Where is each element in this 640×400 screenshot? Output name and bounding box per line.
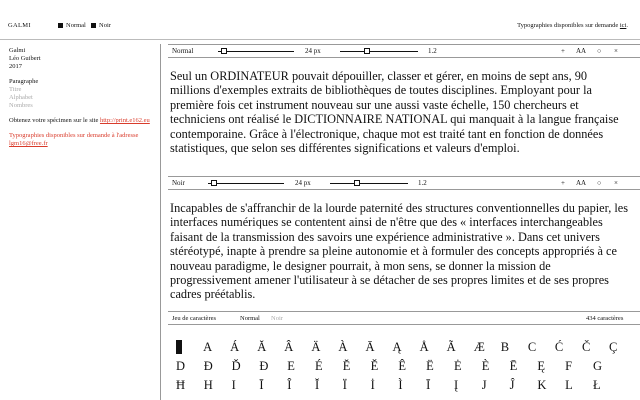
panel-2-sample-text[interactable]: Incapables de s'affranchir de la lourde paternité des structures conventionnelles du papier, les interfaces numériques se contentent ainsi de n'être que des « interfaces interchangeables faisant de la transmission des savoirs une expérience administrative ». Dans cet univers stéréotypé, inapte à prendre sa pleine autonomie et à formuler des concepts appropriés à ce nouveau paradigme, le designer pourrait, à mon sens, se donner la mission de progressivement amener l'utilisateur à se détacher de ses propres limites et de ses propres cadres préétablis. — [170, 201, 629, 302]
add-icon[interactable]: + — [561, 179, 565, 187]
glyph[interactable]: A — [203, 339, 213, 354]
nav-alphabet[interactable]: Alphabet — [9, 94, 33, 101]
glyph[interactable]: Ã — [446, 339, 456, 354]
glyph[interactable]: Î — [287, 377, 292, 392]
glyph[interactable]: Ć — [554, 339, 564, 354]
sidebar — [9, 47, 159, 148]
glyph[interactable]: Ė — [453, 358, 462, 373]
circle-icon[interactable]: ○ — [597, 47, 602, 55]
availability-link[interactable]: ici — [619, 22, 627, 29]
glyph[interactable]: Ě — [370, 358, 379, 373]
glyph[interactable]: Ä — [311, 339, 321, 354]
availability-end: . — [626, 22, 628, 29]
glyph[interactable]: Ì — [398, 377, 403, 392]
glyph[interactable]: Æ — [473, 339, 485, 354]
glyph[interactable]: L — [565, 377, 573, 392]
glyph[interactable]: Ħ — [176, 377, 186, 392]
availability-text: Typographies disponibles sur demande — [517, 22, 619, 29]
glyph[interactable]: Ç — [609, 339, 618, 354]
panel-1-leading-slider[interactable] — [340, 51, 418, 52]
request-email-link[interactable]: lgm16@free.fr — [9, 140, 48, 147]
font-author: Léo Guibert — [9, 55, 41, 62]
glyph[interactable]: Ē — [509, 358, 518, 373]
panel-1-size-slider[interactable] — [218, 51, 294, 52]
sidebar-divider — [160, 44, 161, 400]
glyph-grid — [176, 337, 636, 394]
glyph[interactable]: Ę — [537, 358, 545, 373]
panel-2-style-label[interactable]: Noir — [172, 179, 185, 187]
glyph[interactable]: I — [231, 377, 236, 392]
glyph[interactable]: È — [481, 358, 490, 373]
brand-name: GALMI — [8, 22, 31, 29]
panel-2-size-value: 24 px — [295, 179, 311, 187]
panel-1-size-slider-handle[interactable] — [221, 48, 227, 54]
glyph[interactable]: Ĵ — [509, 377, 515, 392]
font-family-name: Galmi — [9, 47, 26, 54]
glyph[interactable]: Â — [284, 339, 294, 354]
panel-1-style-label[interactable]: Normal — [172, 47, 194, 55]
square-icon — [58, 23, 63, 28]
availability-notice — [517, 22, 628, 29]
font-year: 2017 — [9, 63, 22, 70]
charset-count: 434 caractères — [586, 315, 624, 322]
style-noir-label: Noir — [99, 22, 111, 29]
nav-paragraphe[interactable]: Paragraphe — [9, 78, 39, 85]
glyph[interactable]: D — [176, 358, 186, 373]
add-icon[interactable]: + — [561, 47, 565, 55]
panel-1-leading-value: 1.2 — [428, 47, 437, 55]
glyph[interactable]: Ă — [257, 339, 267, 354]
glyph[interactable]: Đ — [259, 358, 269, 373]
panel-2-size-slider[interactable] — [208, 183, 284, 184]
specimen-notice — [9, 117, 159, 125]
glyph[interactable]: E — [287, 358, 295, 373]
charset-style-normal[interactable]: Normal — [240, 315, 260, 322]
glyph[interactable]: B — [500, 339, 510, 354]
style-normal-label: Normal — [66, 22, 86, 29]
glyph[interactable]: Č — [581, 339, 591, 354]
glyph[interactable]: Ê — [398, 358, 407, 373]
square-icon — [91, 23, 96, 28]
glyph[interactable]: Ĕ — [342, 358, 351, 373]
panel-1-leading-slider-handle[interactable] — [364, 48, 370, 54]
glyph[interactable]: Ą — [392, 339, 402, 354]
case-toggle-icon[interactable]: AA — [576, 179, 587, 187]
close-icon[interactable]: × — [614, 47, 618, 55]
glyph[interactable]: Đ — [203, 358, 213, 373]
glyph[interactable]: Ī — [426, 377, 431, 392]
glyph[interactable]: G — [592, 358, 602, 373]
glyph[interactable]: Ď — [231, 358, 241, 373]
close-icon[interactable]: × — [614, 179, 618, 187]
glyph[interactable]: Ī — [259, 377, 264, 392]
specimen-link[interactable]: http://print.e162.eu — [99, 117, 150, 124]
nav-titre[interactable]: Titre — [9, 86, 22, 93]
style-noir-option[interactable] — [91, 22, 111, 29]
glyph[interactable]: K — [537, 377, 547, 392]
glyph-row — [176, 375, 636, 394]
panel-1-size-value: 24 px — [305, 47, 321, 55]
top-bar — [0, 0, 640, 40]
glyph[interactable]: Á — [230, 339, 240, 354]
glyph[interactable]: Ë — [426, 358, 434, 373]
glyph[interactable]: Ĭ — [314, 377, 320, 392]
request-notice: Typographies disponibles sur demande à l'adresse — [9, 132, 139, 139]
panel-2-leading-slider[interactable] — [330, 183, 408, 184]
glyph[interactable]: H — [203, 377, 213, 392]
panel-2-controls — [168, 176, 640, 190]
glyph-row — [176, 356, 636, 375]
panel-1-sample-text[interactable]: Seul un ORDINATEUR pouvait dépouiller, classer et gérer, en moins de sept ans, 90 millions d'exemples extraits de bibliothèques de toutes disciplines. Employant pour la première fois cet instrument nouveau sur une aussi vaste échelle, 150 chercheurs et techniciens ont réalisé le DICTIONNAIRE NATIONAL qui manquait à la langue française contemporaine. Grâce à l'électronique, chaque mot est traité tant en fonction de données statistiques, que selon ses différentes significations et valeurs d'emploi. — [170, 69, 619, 156]
glyph[interactable]: Ł — [592, 377, 601, 392]
glyph[interactable]: C — [527, 339, 537, 354]
specimen-text: Obtenez votre spécimen sur le site — [9, 117, 99, 124]
panel-2-size-slider-handle[interactable] — [211, 180, 217, 186]
case-toggle-icon[interactable]: AA — [576, 47, 587, 55]
circle-icon[interactable]: ○ — [597, 179, 602, 187]
glyph[interactable]: É — [314, 358, 323, 373]
glyph-cursor[interactable] — [176, 340, 203, 354]
panel-2-leading-slider-handle[interactable] — [354, 180, 360, 186]
charset-title: Jeu de caractères — [172, 315, 217, 322]
glyph[interactable]: J — [481, 377, 487, 392]
glyph[interactable]: İ — [370, 377, 375, 392]
glyph[interactable]: À — [338, 339, 348, 354]
nav-nombres[interactable]: Nombres — [9, 102, 33, 109]
glyph[interactable]: Å — [419, 339, 429, 354]
glyph-row — [176, 337, 636, 356]
glyph[interactable]: Į — [453, 377, 459, 392]
panel-2-leading-value: 1.2 — [418, 179, 427, 187]
glyph[interactable]: F — [565, 358, 573, 373]
charset-header — [168, 311, 640, 325]
glyph[interactable]: Ā — [365, 339, 375, 354]
glyph[interactable]: Ï — [342, 377, 347, 392]
panel-1-controls — [168, 44, 640, 58]
charset-style-noir[interactable]: Noir — [271, 315, 283, 322]
style-normal-option[interactable] — [58, 22, 86, 29]
